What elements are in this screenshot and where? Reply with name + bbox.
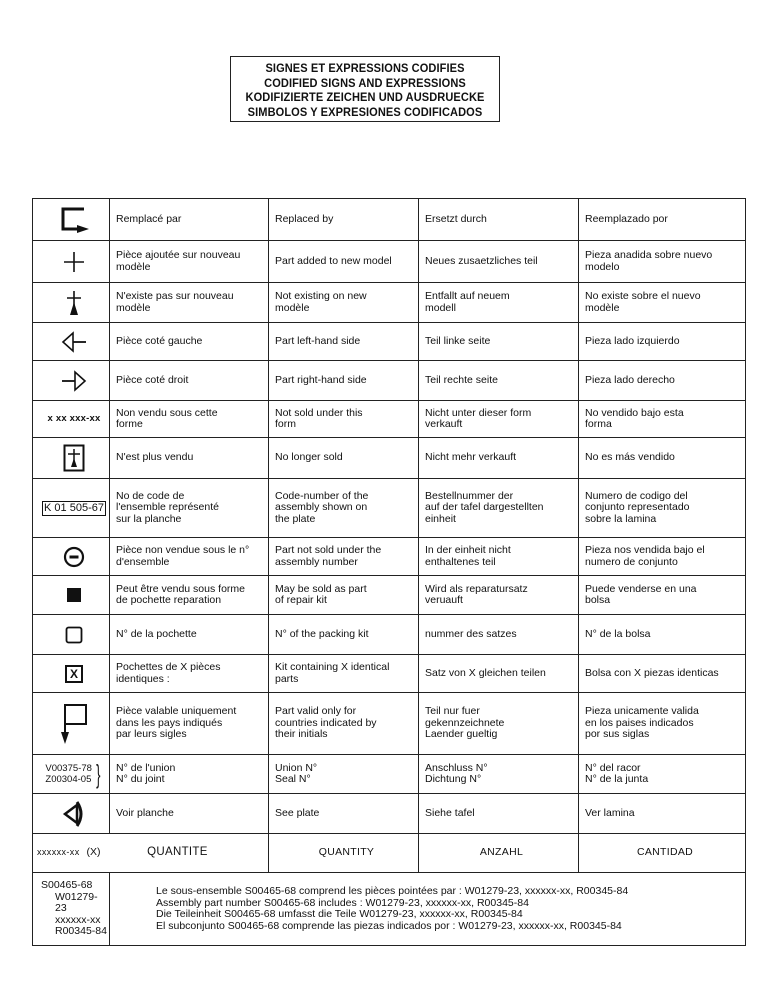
assembly-code-box: K 01 505-67 [44, 501, 104, 514]
codified-signs-table [32, 198, 746, 946]
not-sold-code-text: x xx xxx-xx [47, 413, 101, 425]
cell-fr: Voir planche [110, 794, 269, 834]
cell-de: Wird als reparatursatz veruauft [419, 576, 579, 615]
cell-fr: No de code de l'ensemble représenté sur la planche [110, 479, 269, 538]
cell-es: Pieza lado derecho [579, 361, 746, 401]
table-row [33, 693, 746, 755]
cell-en: Code-number of the assembly shown on the plate [269, 479, 419, 538]
cell-de: In der einheit nicht enthaltenes teil [419, 538, 579, 576]
cell-fr: Pièce valable uniquement dans les pays indiqués par leurs sigles [110, 693, 269, 755]
footer-line-en: Assembly part number S00465-68 includes : W01279-23, xxxxxx-xx, R00345-84 [156, 896, 529, 909]
replaced-by-arrow-icon [57, 205, 91, 235]
symbol-cell [33, 438, 110, 479]
cell-de: Teil rechte seite [419, 361, 579, 401]
boxed-dagger-icon [63, 444, 85, 472]
cell-es: Pieza anadida sobre nuevo modelo [579, 241, 746, 283]
brace-icon: } [96, 759, 101, 789]
cell-en: N° of the packing kit [269, 615, 419, 655]
symbol-cell [33, 794, 110, 834]
see-plate-icon [62, 800, 86, 828]
circled-minus-icon [63, 546, 85, 568]
cell-de: Anschluss N° Dichtung N° [419, 755, 579, 794]
table-row [33, 283, 746, 323]
cell-es: Reemplazado por [579, 199, 746, 241]
symbol-cell [33, 576, 110, 615]
table-row [33, 323, 746, 361]
table-row [33, 479, 746, 538]
table-row [33, 538, 746, 576]
cell-es: Pieza lado izquierdo [579, 323, 746, 361]
cell-fr: Pochettes de X pièces identiques : [110, 655, 269, 693]
quantity-es: CANTIDAD [579, 834, 746, 873]
title-es: SIMBOLOS Y EXPRESIONES CODIFICADOS [247, 104, 483, 119]
quantity-code: xxxxxx-xx [37, 847, 80, 858]
cell-es: Ver lamina [579, 794, 746, 834]
cell-fr: Remplacé par [110, 199, 269, 241]
cell-fr: N'existe pas sur nouveau modèle [110, 283, 269, 323]
quantity-fr-cell [33, 834, 269, 873]
cell-fr: N'est plus vendu [110, 438, 269, 479]
cell-de: Teil linke seite [419, 323, 579, 361]
footer-description [110, 873, 746, 946]
cell-de: Satz von X gleichen teilen [419, 655, 579, 693]
cell-fr: N° de la pochette [110, 615, 269, 655]
cell-en: Union N° Seal N° [269, 755, 419, 794]
cell-de: Nicht unter dieser form verkauft [419, 401, 579, 438]
title-fr: SIGNES ET EXPRESSIONS CODIFIES [265, 61, 465, 75]
table-row [33, 755, 746, 794]
cell-en: Part right-hand side [269, 361, 419, 401]
symbol-cell [33, 655, 110, 693]
table-row [33, 438, 746, 479]
footer-row [33, 873, 746, 946]
cell-es: N° de la bolsa [579, 615, 746, 655]
cell-en: No longer sold [269, 438, 419, 479]
symbol-cell [33, 401, 110, 438]
empty-square-icon [65, 626, 83, 644]
footer-line-fr: Le sous-ensemble S00465-68 comprend les pièces pointées par : W01279-23, xxxxxx-xx, R00345-84 [156, 885, 629, 897]
cell-es: No vendido bajo esta forma [579, 401, 746, 438]
dagger-icon [64, 290, 84, 316]
cell-fr: Peut être vendu sous forme de pochette reparation [110, 576, 269, 615]
quantity-en: QUANTITY [269, 834, 419, 873]
cell-fr: N° de l'union N° du joint [110, 755, 269, 794]
cell-de: Neues zusaetzliches teil [419, 241, 579, 283]
cell-de: Siehe tafel [419, 794, 579, 834]
symbol-cell [33, 755, 110, 794]
cell-es: No es más vendido [579, 438, 746, 479]
cell-es: Bolsa con X piezas identicas [579, 655, 746, 693]
table-row [33, 655, 746, 693]
quantity-mark: (X) [86, 846, 101, 859]
symbol-cell [33, 283, 110, 323]
cell-es: N° del racor N° de la junta [579, 755, 746, 794]
plus-icon [63, 251, 85, 273]
cell-en: Kit containing X identical parts [269, 655, 419, 693]
symbol-cell [33, 361, 110, 401]
title-de: KODIFIZIERTE ZEICHEN UND AUSDRUECKE [245, 90, 485, 104]
union-seal-codes: V00375-78 Z00304-05 } [45, 759, 101, 789]
symbol-cell [33, 538, 110, 576]
quantity-de: ANZAHL [419, 834, 579, 873]
cell-en: Part added to new model [269, 241, 419, 283]
cell-en: Part left-hand side [269, 323, 419, 361]
table-row [33, 241, 746, 283]
table-row [33, 361, 746, 401]
footer-line-de: Die Teileinheit S00465-68 umfasst die Teile W01279-23, xxxxxx-xx, R00345-84 [156, 908, 523, 920]
right-arrow-triangle-icon [61, 369, 87, 393]
cell-fr: Pièce non vendue sous le n° d'ensemble [110, 538, 269, 576]
cell-en: Not existing on new modèle [269, 283, 419, 323]
table-row [33, 576, 746, 615]
cell-de: Ersetzt durch [419, 199, 579, 241]
cell-fr: Pièce coté gauche [110, 323, 269, 361]
symbol-cell [33, 693, 110, 755]
cell-es: Pieza nos vendida bajo el numero de conjunto [579, 538, 746, 576]
cell-de: Teil nur fuer gekennzeichnete Laender gueltig [419, 693, 579, 755]
cell-es: Puede venderse en una bolsa [579, 576, 746, 615]
title-box [230, 56, 500, 122]
cell-de: Bestellnummer der auf der tafel dargestellten einheit [419, 479, 579, 538]
symbol-cell [33, 615, 110, 655]
quantity-fr: QUANTITE [147, 846, 208, 859]
cell-en: Replaced by [269, 199, 419, 241]
cell-en: Not sold under this form [269, 401, 419, 438]
cell-es: No existe sobre el nuevo modèle [579, 283, 746, 323]
symbol-cell [33, 199, 110, 241]
table-row [33, 401, 746, 438]
flag-arrow-icon [59, 702, 89, 746]
cell-de: Entfallt auf neuem modell [419, 283, 579, 323]
table-row [33, 615, 746, 655]
table-row [33, 794, 746, 834]
boxed-x-icon: X [65, 665, 83, 683]
left-arrow-triangle-icon [61, 330, 87, 354]
cell-de: nummer des satzes [419, 615, 579, 655]
footer-line-es: El subconjunto S00465-68 comprende las piezas indicados por : W01279-23, xxxxxx-xx, R00345-84 [156, 919, 622, 932]
cell-fr: Pièce coté droit [110, 361, 269, 401]
cell-en: See plate [269, 794, 419, 834]
footer-codes: S00465-68 W01279-23 xxxxxx-xx R00345-84 [33, 873, 110, 946]
cell-fr: Non vendu sous cette forme [110, 401, 269, 438]
cell-en: May be sold as part of repair kit [269, 576, 419, 615]
filled-square-icon [66, 587, 82, 603]
cell-fr: Pièce ajoutée sur nouveau modèle [110, 241, 269, 283]
symbol-cell [33, 479, 110, 538]
cell-es: Pieza unicamente valida en los paises indicados por sus siglas [579, 693, 746, 755]
cell-de: Nicht mehr verkauft [419, 438, 579, 479]
title-en: CODIFIED SIGNS AND EXPRESSIONS [264, 75, 466, 90]
cell-en: Part valid only for countries indicated by their initials [269, 693, 419, 755]
quantity-row [33, 834, 746, 873]
symbol-cell [33, 241, 110, 283]
symbol-cell [33, 323, 110, 361]
table-row [33, 199, 746, 241]
cell-es: Numero de codigo del conjunto representado sobre la lamina [579, 479, 746, 538]
cell-en: Part not sold under the assembly number [269, 538, 419, 576]
